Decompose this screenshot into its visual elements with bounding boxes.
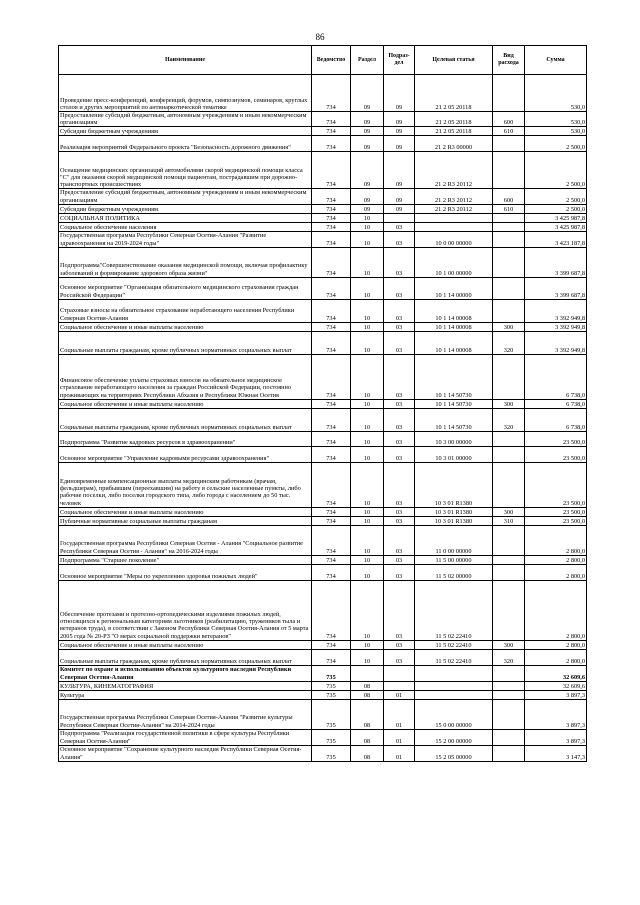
cell-amount: 2 800,0 bbox=[525, 525, 587, 555]
cell-expense-type bbox=[493, 299, 525, 322]
cell-section: 10 bbox=[351, 277, 384, 299]
cell-section: 09 bbox=[351, 204, 384, 213]
cell-expense-type bbox=[493, 580, 525, 640]
cell-amount: 3 897,3 bbox=[525, 690, 587, 699]
table-row bbox=[59, 127, 587, 136]
cell-target-article: 10 1 14 50730 bbox=[415, 399, 493, 408]
cell-amount: 3 897,3 bbox=[525, 699, 587, 729]
cell-amount: 2 500,0 bbox=[525, 136, 587, 152]
cell-target-article: 10 3 00 00000 bbox=[415, 431, 493, 446]
cell-department: 734 bbox=[312, 247, 351, 277]
cell-subsection: 09 bbox=[384, 189, 415, 204]
cell-department: 734 bbox=[312, 408, 351, 431]
col-header-amount: Сумма bbox=[525, 46, 587, 75]
cell-target-article bbox=[415, 222, 493, 231]
table-row bbox=[59, 564, 587, 580]
cell-subsection: 03 bbox=[384, 507, 415, 516]
cell-subsection: 01 bbox=[384, 729, 415, 745]
cell-department: 734 bbox=[312, 277, 351, 299]
table-row bbox=[59, 431, 587, 446]
cell-amount: 2 800,0 bbox=[525, 640, 587, 649]
cell-amount: 6 738,0 bbox=[525, 354, 587, 399]
cell-name: Социальное обеспечение и иные выплаты населению bbox=[59, 507, 312, 516]
cell-expense-type bbox=[493, 247, 525, 277]
col-header-name: Наименование bbox=[59, 46, 312, 75]
cell-expense-type bbox=[493, 555, 525, 564]
cell-department: 734 bbox=[312, 322, 351, 331]
cell-subsection bbox=[384, 213, 415, 222]
cell-amount: 23 500,0 bbox=[525, 431, 587, 446]
cell-amount: 23 500,0 bbox=[525, 446, 587, 462]
cell-section: 10 bbox=[351, 322, 384, 331]
cell-expense-type bbox=[493, 213, 525, 222]
table-row bbox=[59, 640, 587, 649]
cell-expense-type bbox=[493, 152, 525, 189]
table-header-row bbox=[59, 46, 587, 75]
cell-name: Подпрограмма "Развитие кадровых ресурсов в здравоохранении" bbox=[59, 431, 312, 446]
cell-name: Социальные выплаты гражданам, кроме публичных нормативных социальных выплат bbox=[59, 331, 312, 354]
cell-department: 734 bbox=[312, 516, 351, 525]
cell-target-article: 10 1 14 50730 bbox=[415, 354, 493, 399]
cell-amount: 2 800,0 bbox=[525, 649, 587, 665]
cell-department: 734 bbox=[312, 446, 351, 462]
cell-section: 10 bbox=[351, 516, 384, 525]
table-row bbox=[59, 462, 587, 507]
cell-name: Обеспечение протезами и протезно-ортопедическими изделиями пожилых людей, относящихся к региональным категориям льготников (реабилитацию, тружеников тыла и ветеранов труда), в соответствии с Законом Республики Северная Осетия-Алания от 5 марта 2005 года № 20-РЗ "О мерах социальной поддержки ветеранов" bbox=[59, 580, 312, 640]
cell-name: Социальное обеспечение и иные выплаты населению bbox=[59, 640, 312, 649]
cell-target-article: 10 0 00 00000 bbox=[415, 231, 493, 247]
cell-target-article: 21 2 05 20118 bbox=[415, 112, 493, 127]
cell-target-article: 10 1 14 00008 bbox=[415, 299, 493, 322]
col-header-target-article: Целевая статья bbox=[415, 46, 493, 75]
table-row bbox=[59, 247, 587, 277]
table-row bbox=[59, 231, 587, 247]
cell-name: КУЛЬТУРА, КИНЕМАТОГРАФИЯ bbox=[59, 681, 312, 690]
cell-amount: 23 500,0 bbox=[525, 462, 587, 507]
cell-name: Государственная программа Республики Северная Осетия - Алания "Социальное развитие Республики Северная Осетия - Алания" на 2016-2024 годы bbox=[59, 525, 312, 555]
cell-amount: 2 800,0 bbox=[525, 580, 587, 640]
cell-subsection: 03 bbox=[384, 299, 415, 322]
table-row bbox=[59, 555, 587, 564]
cell-section: 10 bbox=[351, 222, 384, 231]
table-row bbox=[59, 222, 587, 231]
cell-subsection: 09 bbox=[384, 136, 415, 152]
cell-amount: 23 500,0 bbox=[525, 516, 587, 525]
cell-expense-type: 300 bbox=[493, 640, 525, 649]
cell-amount: 3 425 987,8 bbox=[525, 213, 587, 222]
cell-expense-type: 300 bbox=[493, 507, 525, 516]
cell-department: 734 bbox=[312, 112, 351, 127]
table-row bbox=[59, 322, 587, 331]
cell-expense-type bbox=[493, 729, 525, 745]
cell-section: 10 bbox=[351, 231, 384, 247]
cell-name: Реализация мероприятий Федерального проекта "Безопасность дорожного движения" bbox=[59, 136, 312, 152]
cell-target-article: 15 0 00 00000 bbox=[415, 699, 493, 729]
cell-target-article: 10 1 14 00000 bbox=[415, 277, 493, 299]
cell-expense-type bbox=[493, 665, 525, 681]
cell-amount: 3 399 687,8 bbox=[525, 247, 587, 277]
cell-section: 10 bbox=[351, 354, 384, 399]
cell-subsection: 03 bbox=[384, 222, 415, 231]
cell-department: 734 bbox=[312, 213, 351, 222]
cell-target-article: 10 1 14 00008 bbox=[415, 331, 493, 354]
cell-amount: 6 738,0 bbox=[525, 399, 587, 408]
cell-department: 734 bbox=[312, 354, 351, 399]
cell-section: 09 bbox=[351, 112, 384, 127]
cell-target-article: 21 2 05 20118 bbox=[415, 75, 493, 112]
cell-target-article bbox=[415, 690, 493, 699]
cell-expense-type bbox=[493, 699, 525, 729]
table-row bbox=[59, 507, 587, 516]
cell-amount: 3 392 949,8 bbox=[525, 299, 587, 322]
cell-expense-type: 300 bbox=[493, 322, 525, 331]
cell-section: 10 bbox=[351, 399, 384, 408]
table-row bbox=[59, 699, 587, 729]
cell-department: 734 bbox=[312, 75, 351, 112]
cell-subsection: 03 bbox=[384, 564, 415, 580]
table-row bbox=[59, 729, 587, 745]
table-row bbox=[59, 331, 587, 354]
cell-name: Субсидии бюджетным учреждениям bbox=[59, 127, 312, 136]
cell-subsection: 03 bbox=[384, 231, 415, 247]
cell-subsection: 03 bbox=[384, 247, 415, 277]
cell-department: 734 bbox=[312, 127, 351, 136]
cell-name: Подпрограмма "Старшее поколение" bbox=[59, 555, 312, 564]
table-row bbox=[59, 112, 587, 127]
cell-section: 10 bbox=[351, 507, 384, 516]
cell-amount: 530,0 bbox=[525, 127, 587, 136]
cell-name: Проведение пресс-конференций, конференций, форумов, симпозиумов, семинаров, круглых столов и других мероприятий по антинаркотической тематике bbox=[59, 75, 312, 112]
cell-name: Социальное обеспечение и иные выплаты населению bbox=[59, 399, 312, 408]
cell-amount: 3 399 687,8 bbox=[525, 277, 587, 299]
table-row bbox=[59, 408, 587, 431]
table-row bbox=[59, 189, 587, 204]
cell-amount: 3 392 949,8 bbox=[525, 331, 587, 354]
cell-target-article: 11 5 02 22410 bbox=[415, 640, 493, 649]
col-header-subsection: Подраз-дел bbox=[384, 46, 415, 75]
cell-amount: 2 500,0 bbox=[525, 189, 587, 204]
table-row bbox=[59, 399, 587, 408]
cell-name: Страховые взносы на обязательное страхование неработающего населения Республики Северная Осетия-Алания bbox=[59, 299, 312, 322]
cell-subsection: 03 bbox=[384, 580, 415, 640]
cell-name: Социальные выплаты гражданам, кроме публичных нормативных социальных выплат bbox=[59, 649, 312, 665]
cell-expense-type bbox=[493, 231, 525, 247]
cell-department: 735 bbox=[312, 690, 351, 699]
cell-target-article: 10 3 01 R1380 bbox=[415, 507, 493, 516]
cell-target-article: 21 2 05 20118 bbox=[415, 127, 493, 136]
cell-expense-type bbox=[493, 525, 525, 555]
cell-expense-type: 300 bbox=[493, 399, 525, 408]
table-row bbox=[59, 204, 587, 213]
cell-expense-type bbox=[493, 222, 525, 231]
cell-expense-type bbox=[493, 136, 525, 152]
cell-department: 734 bbox=[312, 222, 351, 231]
cell-department: 734 bbox=[312, 525, 351, 555]
cell-section: 08 bbox=[351, 745, 384, 761]
table-row bbox=[59, 213, 587, 222]
cell-amount: 3 897,3 bbox=[525, 729, 587, 745]
cell-subsection: 03 bbox=[384, 322, 415, 331]
cell-target-article: 21 2 R3 20112 bbox=[415, 189, 493, 204]
cell-amount: 530,0 bbox=[525, 75, 587, 112]
cell-expense-type: 320 bbox=[493, 649, 525, 665]
cell-department: 735 bbox=[312, 665, 351, 681]
cell-department: 735 bbox=[312, 745, 351, 761]
cell-amount: 3 392 949,8 bbox=[525, 322, 587, 331]
cell-department: 734 bbox=[312, 555, 351, 564]
cell-section: 10 bbox=[351, 431, 384, 446]
col-header-department: Ведомство bbox=[312, 46, 351, 75]
cell-section: 09 bbox=[351, 127, 384, 136]
cell-subsection: 03 bbox=[384, 446, 415, 462]
cell-section: 08 bbox=[351, 681, 384, 690]
cell-subsection: 03 bbox=[384, 331, 415, 354]
cell-subsection: 01 bbox=[384, 690, 415, 699]
cell-section: 10 bbox=[351, 299, 384, 322]
cell-name: Подпрограмма "Реализация государственной политики в сфере культуры Республики Северная Осетия-Алания" bbox=[59, 729, 312, 745]
cell-name: Культура bbox=[59, 690, 312, 699]
cell-expense-type: 600 bbox=[493, 189, 525, 204]
cell-target-article: 11 5 02 22410 bbox=[415, 580, 493, 640]
cell-expense-type: 320 bbox=[493, 331, 525, 354]
cell-target-article: 21 2 R3 20112 bbox=[415, 152, 493, 189]
cell-subsection: 09 bbox=[384, 204, 415, 213]
table-row bbox=[59, 681, 587, 690]
cell-name: Социальное обеспечение населения bbox=[59, 222, 312, 231]
cell-name: Предоставление субсидий бюджетным, автономным учреждениям и иным некоммерческим организациям bbox=[59, 189, 312, 204]
cell-section: 09 bbox=[351, 75, 384, 112]
table-row bbox=[59, 446, 587, 462]
cell-subsection: 01 bbox=[384, 745, 415, 761]
cell-department: 734 bbox=[312, 136, 351, 152]
cell-name: Финансовое обеспечение уплаты страховых взносов на обязательное медицинское страхование неработающего населения за граждан Российской Федерации, постоянно проживающих на территориях Республики Абхазия и Республики Южная Осетия bbox=[59, 354, 312, 399]
cell-target-article: 15 2 05 00000 bbox=[415, 745, 493, 761]
budget-table bbox=[58, 45, 587, 762]
cell-target-article bbox=[415, 665, 493, 681]
cell-expense-type bbox=[493, 75, 525, 112]
cell-subsection: 01 bbox=[384, 699, 415, 729]
cell-expense-type bbox=[493, 745, 525, 761]
cell-target-article bbox=[415, 681, 493, 690]
table-row bbox=[59, 525, 587, 555]
table-row bbox=[59, 152, 587, 189]
cell-section: 10 bbox=[351, 555, 384, 564]
cell-section: 10 bbox=[351, 462, 384, 507]
cell-expense-type: 610 bbox=[493, 127, 525, 136]
cell-expense-type bbox=[493, 446, 525, 462]
table-row bbox=[59, 136, 587, 152]
cell-name: Подпрограмма"Совершенствование оказания медицинской помощи, включая профилактику заболеваний и формирование здорового образа жизни" bbox=[59, 247, 312, 277]
cell-department: 734 bbox=[312, 564, 351, 580]
cell-department: 734 bbox=[312, 580, 351, 640]
cell-expense-type bbox=[493, 462, 525, 507]
cell-amount: 3 425 987,8 bbox=[525, 222, 587, 231]
cell-target-article: 11 5 02 00000 bbox=[415, 564, 493, 580]
cell-amount: 2 800,0 bbox=[525, 564, 587, 580]
cell-expense-type bbox=[493, 277, 525, 299]
cell-subsection: 09 bbox=[384, 152, 415, 189]
cell-department: 734 bbox=[312, 507, 351, 516]
page-number: 86 bbox=[315, 32, 325, 42]
cell-department: 735 bbox=[312, 699, 351, 729]
cell-target-article: 10 3 01 00000 bbox=[415, 446, 493, 462]
cell-section: 10 bbox=[351, 213, 384, 222]
cell-section bbox=[351, 665, 384, 681]
cell-expense-type bbox=[493, 354, 525, 399]
cell-amount: 32 609,6 bbox=[525, 681, 587, 690]
cell-expense-type: 320 bbox=[493, 408, 525, 431]
cell-name: Основное мероприятие "Управление кадровыми ресурсами здравоохранения" bbox=[59, 446, 312, 462]
cell-amount: 32 609,6 bbox=[525, 665, 587, 681]
cell-name: Предоставление субсидий бюджетным, автономным учреждениям и иным некоммерческим организациям bbox=[59, 112, 312, 127]
cell-department: 734 bbox=[312, 204, 351, 213]
cell-department: 735 bbox=[312, 681, 351, 690]
cell-department: 735 bbox=[312, 729, 351, 745]
table-row bbox=[59, 665, 587, 681]
cell-subsection: 03 bbox=[384, 277, 415, 299]
cell-name: Комитет по охране и использованию объектов культурного наследия Республики Северная Осетия-Алания bbox=[59, 665, 312, 681]
cell-subsection: 03 bbox=[384, 462, 415, 507]
cell-expense-type bbox=[493, 431, 525, 446]
cell-target-article: 10 1 14 00008 bbox=[415, 322, 493, 331]
cell-section: 09 bbox=[351, 152, 384, 189]
cell-department: 734 bbox=[312, 431, 351, 446]
cell-expense-type: 600 bbox=[493, 112, 525, 127]
col-header-section: Раздел bbox=[351, 46, 384, 75]
cell-subsection: 09 bbox=[384, 112, 415, 127]
table-row bbox=[59, 299, 587, 322]
cell-target-article bbox=[415, 213, 493, 222]
cell-target-article: 10 3 01 R1380 bbox=[415, 462, 493, 507]
table-row bbox=[59, 75, 587, 112]
cell-section: 10 bbox=[351, 580, 384, 640]
cell-name: Основное мероприятие "Организация обязательного медицинского страхования граждан Российской Федерации" bbox=[59, 277, 312, 299]
table-body bbox=[59, 75, 587, 762]
cell-section: 10 bbox=[351, 649, 384, 665]
cell-name: Единовременные компенсационные выплаты медицинским работникам (врачам, фельдшерам), прибывшим (переехавшим) на работу в сельские населенные пункты, либо рабочие поселки, либо поселки городского типа, либо города с населением до 50 тыс. человек bbox=[59, 462, 312, 507]
cell-name: Оснащение медицинских организаций автомобилями скорой медицинской помощи класса "С" для оказания скорой медицинской помощи пациентам, пострадавшим при дорожно-транспортных происшествиях bbox=[59, 152, 312, 189]
table-row bbox=[59, 516, 587, 525]
cell-name: Государственная программа Республики Северная Осетия-Алания "Развитие культуры Республики Северная Осетия-Алания" на 2014-2024 годы bbox=[59, 699, 312, 729]
cell-department: 734 bbox=[312, 462, 351, 507]
cell-name: Субсидии бюджетным учреждениям bbox=[59, 204, 312, 213]
cell-expense-type: 610 bbox=[493, 204, 525, 213]
table-row bbox=[59, 745, 587, 761]
table-row bbox=[59, 354, 587, 399]
cell-amount: 3 147,3 bbox=[525, 745, 587, 761]
cell-name: Основное мероприятие "Меры по укреплению здоровья пожилых людей" bbox=[59, 564, 312, 580]
cell-section: 10 bbox=[351, 640, 384, 649]
cell-subsection: 03 bbox=[384, 640, 415, 649]
cell-amount: 2 500,0 bbox=[525, 152, 587, 189]
cell-section: 10 bbox=[351, 247, 384, 277]
cell-subsection: 03 bbox=[384, 516, 415, 525]
cell-subsection: 09 bbox=[384, 75, 415, 112]
cell-target-article: 10 3 01 R1380 bbox=[415, 516, 493, 525]
cell-amount: 23 500,0 bbox=[525, 507, 587, 516]
cell-subsection: 03 bbox=[384, 649, 415, 665]
cell-amount: 2 800,0 bbox=[525, 555, 587, 564]
cell-target-article: 21 2 R3 00000 bbox=[415, 136, 493, 152]
cell-section: 10 bbox=[351, 408, 384, 431]
cell-department: 734 bbox=[312, 189, 351, 204]
cell-section: 08 bbox=[351, 699, 384, 729]
cell-subsection: 09 bbox=[384, 127, 415, 136]
cell-section: 08 bbox=[351, 729, 384, 745]
table-row bbox=[59, 580, 587, 640]
cell-department: 734 bbox=[312, 331, 351, 354]
cell-name: Публичные нормативные социальные выплаты гражданам bbox=[59, 516, 312, 525]
cell-department: 734 bbox=[312, 299, 351, 322]
cell-section: 10 bbox=[351, 564, 384, 580]
cell-subsection: 03 bbox=[384, 431, 415, 446]
cell-subsection: 03 bbox=[384, 399, 415, 408]
table-row bbox=[59, 690, 587, 699]
cell-name: СОЦИАЛЬНАЯ ПОЛИТИКА bbox=[59, 213, 312, 222]
cell-section: 10 bbox=[351, 525, 384, 555]
cell-section: 10 bbox=[351, 446, 384, 462]
cell-name: Основное мероприятие "Сохранение культурного наследия Республики Северная Осетия-Алания" bbox=[59, 745, 312, 761]
cell-department: 734 bbox=[312, 399, 351, 408]
cell-name: Социальные выплаты гражданам, кроме публичных нормативных социальных выплат bbox=[59, 408, 312, 431]
cell-target-article: 21 2 R3 20112 bbox=[415, 204, 493, 213]
cell-section: 09 bbox=[351, 136, 384, 152]
cell-name: Социальное обеспечение и иные выплаты населению bbox=[59, 322, 312, 331]
cell-target-article: 11 5 00 00000 bbox=[415, 555, 493, 564]
cell-department: 734 bbox=[312, 649, 351, 665]
cell-expense-type: 310 bbox=[493, 516, 525, 525]
cell-subsection: 03 bbox=[384, 525, 415, 555]
cell-section: 08 bbox=[351, 690, 384, 699]
col-header-expense-type: Вид расхода bbox=[493, 46, 525, 75]
cell-expense-type bbox=[493, 564, 525, 580]
cell-subsection: 03 bbox=[384, 408, 415, 431]
cell-amount: 3 423 187,8 bbox=[525, 231, 587, 247]
cell-department: 734 bbox=[312, 152, 351, 189]
cell-department: 734 bbox=[312, 231, 351, 247]
cell-subsection bbox=[384, 665, 415, 681]
cell-expense-type bbox=[493, 681, 525, 690]
cell-target-article: 10 1 00 00000 bbox=[415, 247, 493, 277]
cell-amount: 530,0 bbox=[525, 112, 587, 127]
cell-department: 734 bbox=[312, 640, 351, 649]
cell-target-article: 11 5 02 22410 bbox=[415, 649, 493, 665]
cell-target-article: 10 1 14 50730 bbox=[415, 408, 493, 431]
cell-subsection bbox=[384, 681, 415, 690]
cell-amount: 2 500,0 bbox=[525, 204, 587, 213]
cell-expense-type bbox=[493, 690, 525, 699]
cell-subsection: 03 bbox=[384, 354, 415, 399]
cell-amount: 6 738,0 bbox=[525, 408, 587, 431]
table-row bbox=[59, 649, 587, 665]
table-row bbox=[59, 277, 587, 299]
cell-section: 09 bbox=[351, 189, 384, 204]
cell-target-article: 11 0 00 00000 bbox=[415, 525, 493, 555]
cell-target-article: 15 2 00 00000 bbox=[415, 729, 493, 745]
cell-name: Государственная программа Республики Северная Осетия-Алания "Развитие здравоохранения на 2019-2024 годы" bbox=[59, 231, 312, 247]
cell-subsection: 03 bbox=[384, 555, 415, 564]
cell-section: 10 bbox=[351, 331, 384, 354]
